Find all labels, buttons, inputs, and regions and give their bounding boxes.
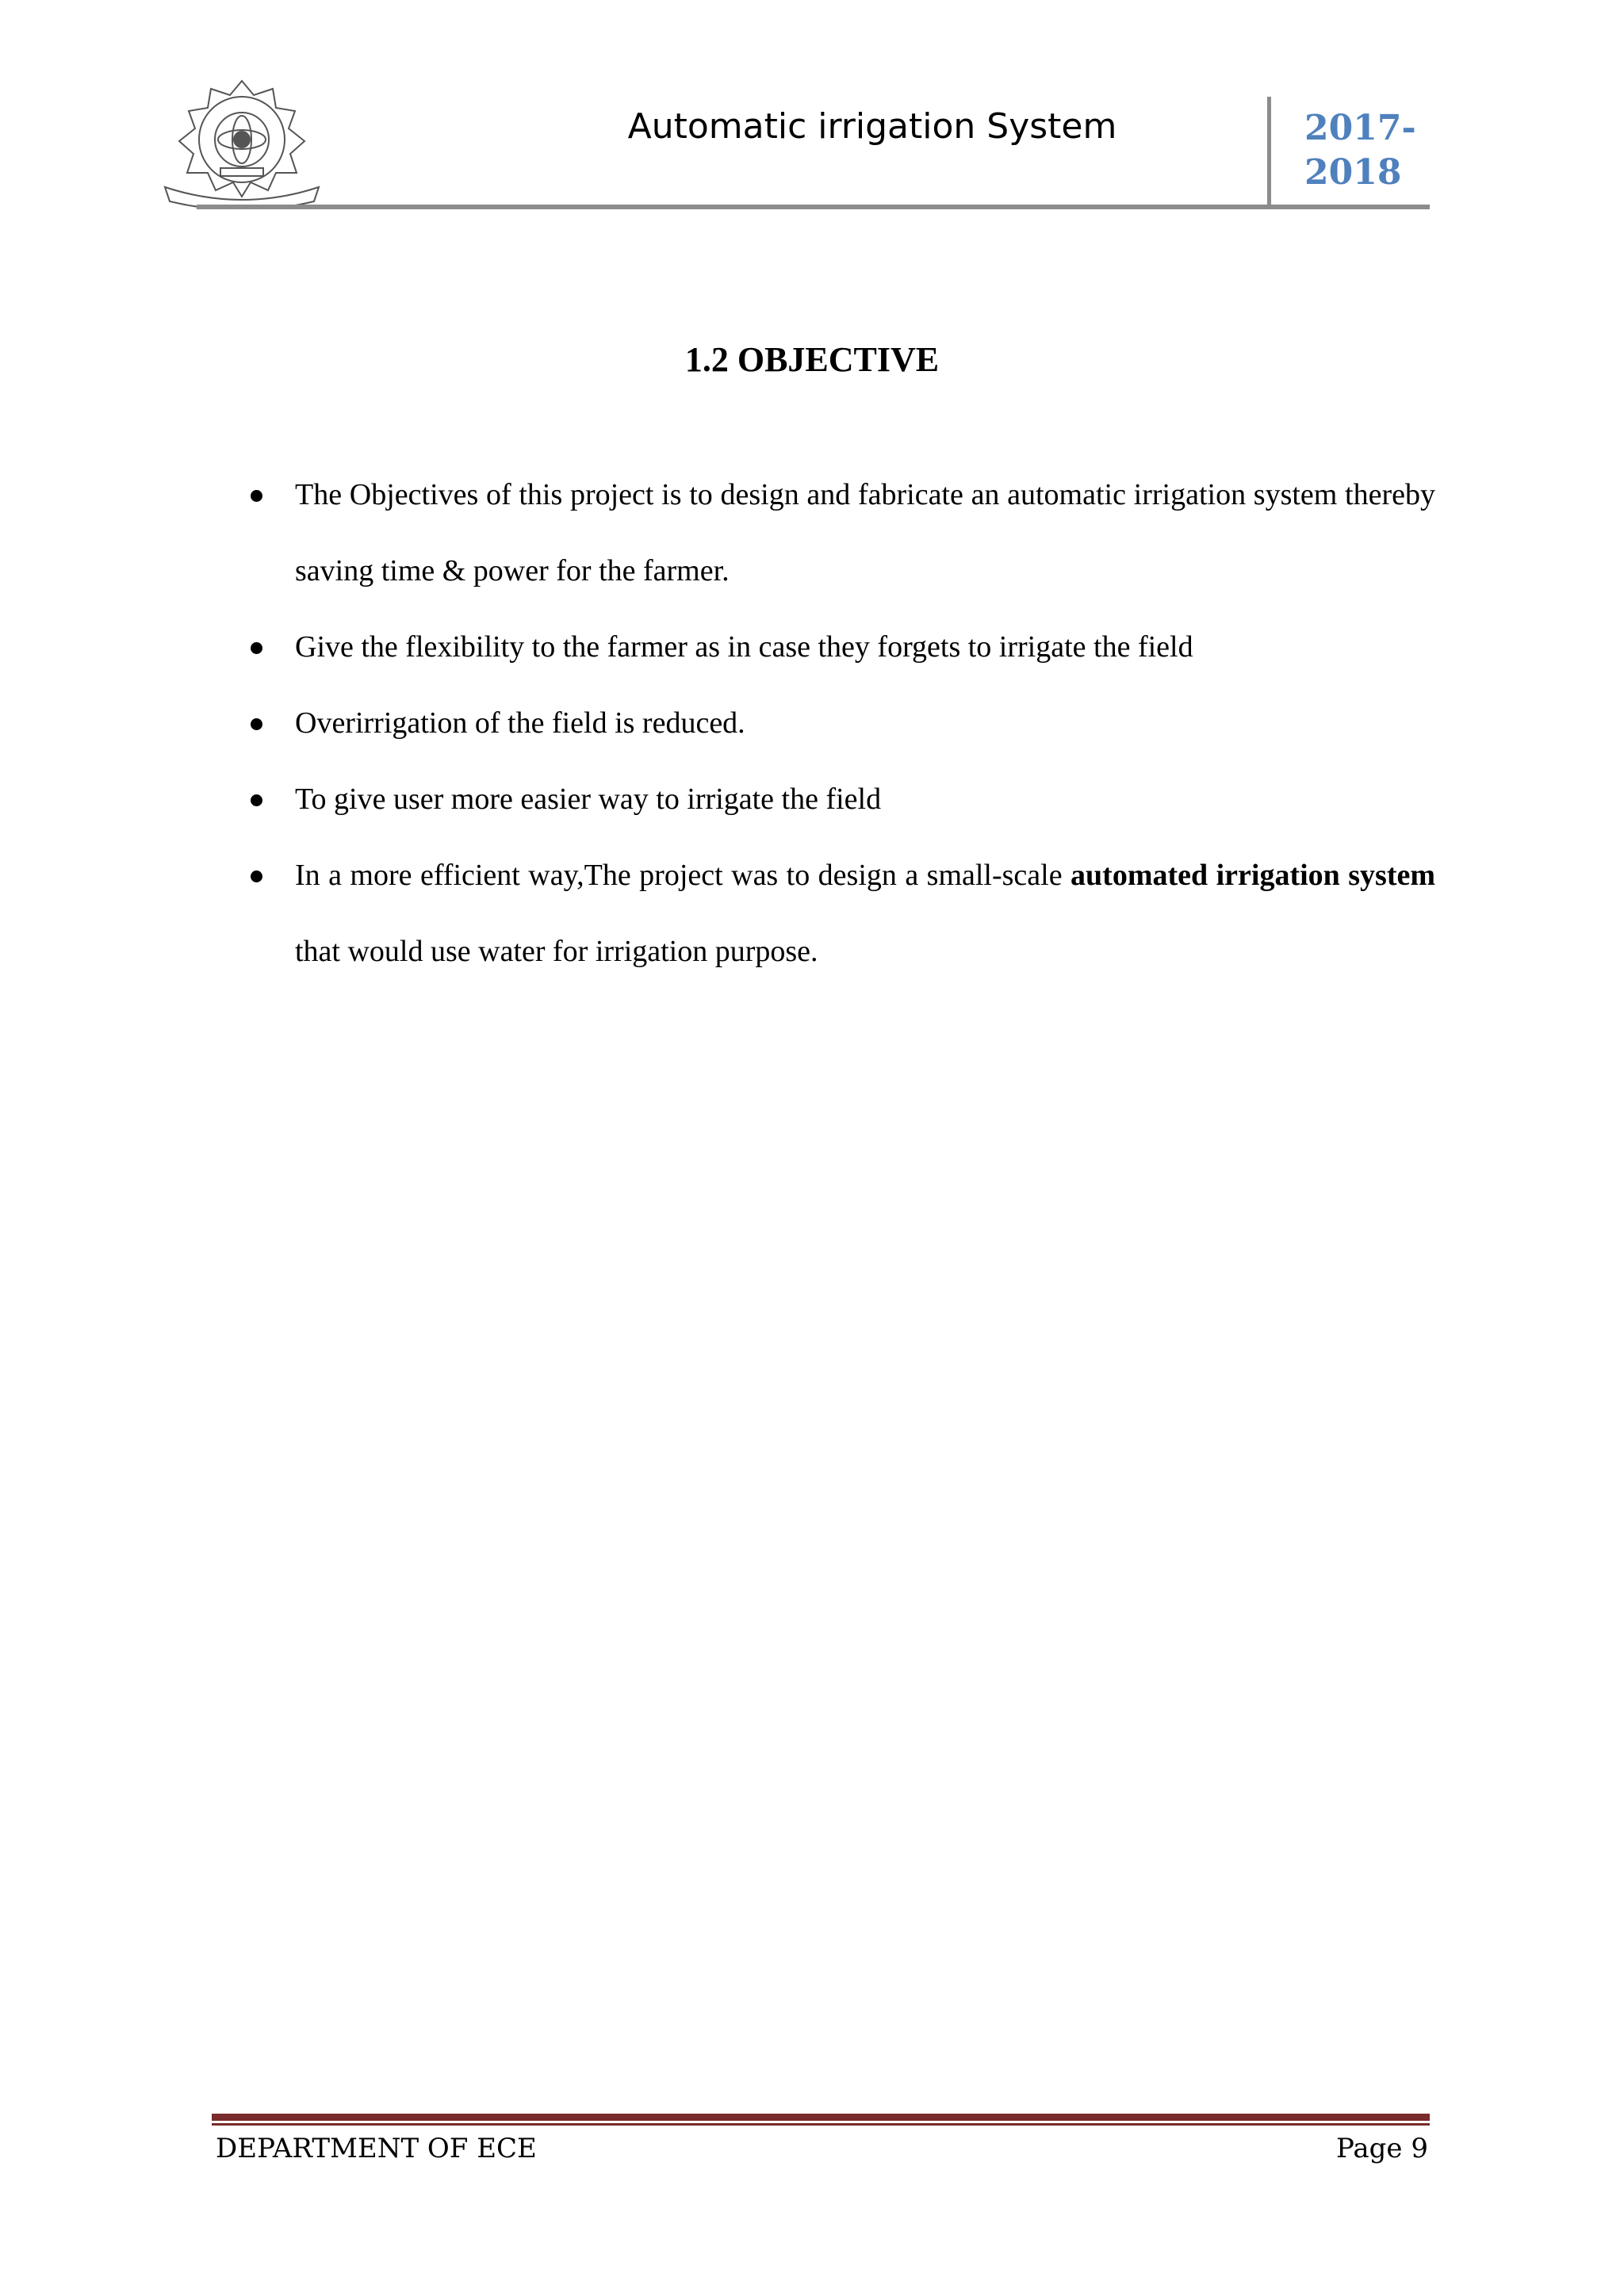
objective-text: Give the flexibility to the farmer as in case they forgets to irrigate the field xyxy=(295,630,1193,664)
footer-rule-thin xyxy=(212,2123,1430,2126)
page-number: Page 9 xyxy=(1336,2133,1428,2164)
objective-text-start: In a more efficient way,The project was to design a small-scale xyxy=(295,859,1071,892)
list-item xyxy=(238,609,1435,685)
bullet-icon xyxy=(251,871,262,882)
objective-text-end: that would use water for irrigation purpose. xyxy=(295,935,818,968)
header-rule xyxy=(197,205,1430,209)
bullet-icon xyxy=(251,718,262,730)
objective-text xyxy=(295,837,1435,989)
bullet-icon xyxy=(251,642,262,654)
objective-text: To give user more easier way to irrigate the field xyxy=(295,783,882,816)
academic-year-end: 2018 xyxy=(1304,152,1402,193)
list-item xyxy=(238,837,1435,989)
academic-year-start: 2017- xyxy=(1304,108,1416,148)
bullet-icon xyxy=(251,794,262,806)
header-divider xyxy=(1267,97,1271,209)
footer-department: DEPARTMENT OF ECE xyxy=(216,2133,537,2164)
objective-text-bold: automated irrigation system xyxy=(1071,859,1435,892)
bullet-icon xyxy=(251,490,262,502)
list-item xyxy=(238,761,1435,837)
list-item xyxy=(238,457,1435,609)
academic-year xyxy=(1304,106,1416,195)
section-heading: 1.2 OBJECTIVE xyxy=(684,340,940,379)
objective-text: The Objectives of this project is to design and fabricate an automatic irrigation system thereby saving time & power for the farmer. xyxy=(295,478,1435,587)
objectives-list xyxy=(238,457,1435,989)
document-title: Automatic irrigation System xyxy=(627,106,1117,147)
list-item xyxy=(238,685,1435,761)
footer-rule xyxy=(212,2114,1430,2121)
objective-text: Overirrigation of the field is reduced. xyxy=(295,706,745,740)
institution-logo xyxy=(157,78,327,208)
